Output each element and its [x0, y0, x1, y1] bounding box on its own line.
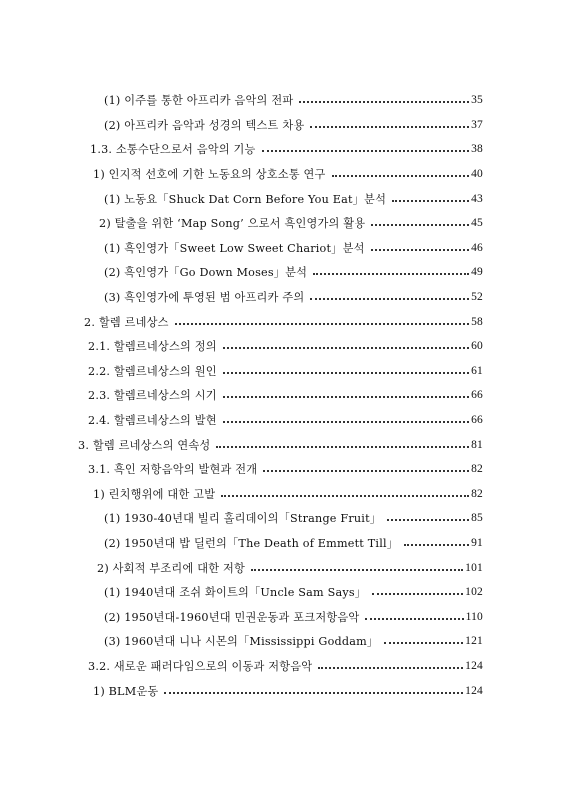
dot-leader: [313, 263, 469, 275]
toc-entry-page-number: 61: [471, 364, 483, 377]
toc-entry: [0, 432, 566, 457]
dot-leader: [318, 657, 463, 669]
dot-leader: [371, 214, 469, 226]
toc-entry: [0, 604, 566, 629]
dot-leader: [223, 411, 469, 423]
toc-entry: [0, 678, 566, 703]
toc-entry-title: 3.2. 새로운 패러다임으로의 이동과 저항음악: [88, 659, 313, 673]
toc-entry-page-number: 60: [471, 340, 483, 353]
toc-entry: [0, 359, 566, 384]
dot-leader: [263, 460, 469, 472]
toc-entry-page-number: 58: [471, 315, 483, 328]
toc-entry-page-number: 121: [465, 635, 483, 648]
toc-entry-title: 2.3. 할렘르네상스의 시기: [88, 389, 217, 403]
dot-leader: [221, 485, 469, 497]
toc-entry-title: (1) 흑인영가「Sweet Low Sweet Chariot」분석: [104, 241, 365, 255]
toc-entry-page-number: 35: [471, 94, 483, 107]
toc-entry-page-number: 46: [471, 241, 483, 254]
toc-entry-page-number: 124: [465, 684, 483, 697]
dot-leader: [372, 583, 463, 595]
table-of-contents: [0, 88, 566, 703]
toc-entry: [0, 137, 566, 162]
toc-entry-page-number: 38: [471, 143, 483, 156]
toc-entry: [0, 383, 566, 408]
toc-entry-title: (2) 흑인영가「Go Down Moses」분석: [104, 266, 308, 280]
toc-entry-page-number: 82: [471, 463, 483, 476]
toc-entry: [0, 186, 566, 211]
toc-entry: [0, 482, 566, 507]
toc-entry: [0, 334, 566, 359]
toc-entry-page-number: 81: [471, 438, 483, 451]
toc-entry-title: 1.3. 소통수단으로서 음악의 기능: [90, 143, 256, 157]
toc-entry-title: 2. 할렘 르네상스: [84, 315, 169, 329]
toc-entry-title: 2) 탈출을 위한 ‘Map Song’ 으로서 흑인영가의 활용: [99, 217, 366, 231]
toc-entry-title: (2) 아프리카 음악과 성경의 텍스트 차용: [104, 118, 305, 132]
dot-leader: [251, 559, 463, 571]
toc-entry-title: 1) BLM운동: [93, 684, 159, 698]
dot-leader: [310, 116, 469, 128]
dot-leader: [404, 534, 469, 546]
toc-entry-title: 2.2. 할렘르네상스의 원인: [88, 364, 217, 378]
toc-entry-title: (2) 1950년대 밥 딜런의「The Death of Emmett Till」: [104, 536, 399, 550]
toc-entry-title: (1) 노동요「Shuck Dat Corn Before You Eat」분석: [104, 192, 387, 206]
toc-entry: [0, 285, 566, 310]
toc-entry-title: (1) 이주를 통한 아프리카 음악의 전파: [104, 94, 294, 108]
toc-entry-title: 2) 사회적 부조리에 대한 저항: [97, 561, 245, 575]
dot-leader: [371, 239, 470, 251]
toc-entry-page-number: 102: [465, 586, 483, 599]
dot-leader: [262, 140, 470, 152]
toc-entry-page-number: 66: [471, 389, 483, 402]
toc-entry-page-number: 40: [471, 168, 483, 181]
toc-entry-page-number: 66: [471, 414, 483, 427]
toc-entry-page-number: 101: [465, 561, 483, 574]
toc-entry: [0, 211, 566, 236]
toc-entry-title: 3.1. 흑인 저항음악의 발현과 전개: [88, 463, 258, 477]
toc-entry-page-number: 49: [471, 266, 483, 279]
dot-leader: [332, 165, 470, 177]
dot-leader: [216, 436, 469, 448]
toc-entry: [0, 113, 566, 138]
dot-leader: [387, 509, 469, 521]
toc-entry-title: 2.4. 할렘르네상스의 발현: [88, 414, 217, 428]
toc-entry: [0, 88, 566, 113]
toc-entry-page-number: 85: [471, 512, 483, 525]
dot-leader: [299, 91, 469, 103]
toc-entry: [0, 531, 566, 556]
toc-entry-title: (3) 1960년대 니나 시몬의「Mississippi Goddam」: [104, 635, 379, 649]
toc-entry-page-number: 110: [465, 610, 483, 623]
toc-entry: [0, 162, 566, 187]
toc-entry: [0, 260, 566, 285]
dot-leader: [223, 337, 469, 349]
toc-entry-page-number: 82: [471, 487, 483, 500]
toc-entry: [0, 309, 566, 334]
toc-entry-page-number: 37: [471, 118, 483, 131]
toc-entry-page-number: 52: [471, 291, 483, 304]
toc-entry-page-number: 45: [471, 217, 483, 230]
toc-entry-title: 1) 인지적 선호에 기한 노동요의 상호소통 연구: [93, 168, 326, 182]
toc-entry: [0, 506, 566, 531]
toc-entry: [0, 654, 566, 679]
toc-entry-title: 1) 린치행위에 대한 고발: [93, 487, 216, 501]
toc-entry-page-number: 124: [465, 659, 483, 672]
toc-entry-title: (1) 1930-40년대 빌리 홀리데이의「Strange Fruit」: [104, 512, 382, 526]
toc-entry-title: (3) 흑인영가에 투영된 범 아프리카 주의: [104, 291, 305, 305]
dot-leader: [310, 288, 469, 300]
toc-entry: [0, 555, 566, 580]
toc-entry: [0, 629, 566, 654]
toc-entry-title: (2) 1950년대-1960년대 민권운동과 포크저항음악: [104, 610, 360, 624]
toc-entry-page-number: 91: [471, 536, 483, 549]
dot-leader: [384, 632, 463, 644]
dot-leader: [392, 190, 469, 202]
dot-leader: [365, 608, 463, 620]
toc-entry-page-number: 43: [471, 192, 483, 205]
toc-entry: [0, 236, 566, 261]
dot-leader: [223, 362, 469, 374]
toc-entry-title: (1) 1940년대 조쉬 화이트의「Uncle Sam Says」: [104, 586, 367, 600]
toc-entry: [0, 457, 566, 482]
dot-leader: [164, 682, 463, 694]
toc-entry-title: 3. 할렘 르네상스의 연속성: [78, 438, 211, 452]
toc-entry-title: 2.1. 할렘르네상스의 정의: [88, 340, 217, 354]
dot-leader: [223, 386, 469, 398]
dot-leader: [175, 313, 469, 325]
toc-entry: [0, 408, 566, 433]
toc-entry: [0, 580, 566, 605]
